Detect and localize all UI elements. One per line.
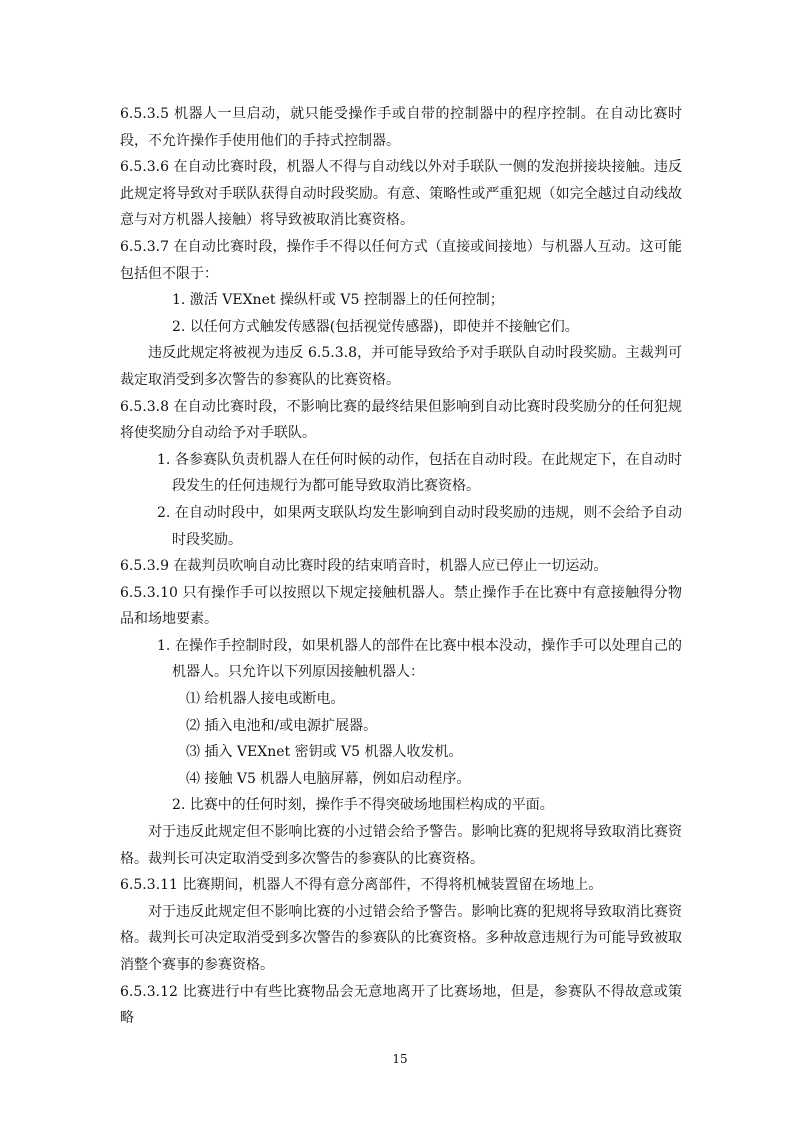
list-item: 2. 比赛中的任何时刻，操作手不得突破场地围栏构成的平面。 bbox=[172, 797, 554, 814]
rule-6-5-3-11: 6.5.3.11 比赛期间，机器人不得有意分离部件，不得将机械装置留在场地上。 bbox=[120, 877, 603, 894]
rule-6-5-3-7: 6.5.3.7 在自动比赛时段，操作手不得以任何方式（直接或间接地）与机器人互动。这可能包括但不限于： bbox=[120, 238, 682, 282]
body-text bbox=[120, 101, 682, 1032]
sub-list-item: ⑵ 插入电池和/或电源扩展器。 bbox=[186, 717, 378, 734]
rule-6-5-3-12: 6.5.3.12 比赛进行中有些比赛物品会无意地离开了比赛场地，但是，参赛队不得故意或策略 bbox=[120, 983, 682, 1027]
rule-6-5-3-5: 6.5.3.5 机器人一旦启动，就只能受操作手或自带的控制器中的程序控制。在自动比赛时段，不允许操作手使用他们的手持式控制器。 bbox=[120, 106, 682, 149]
rule-6-5-3-9: 6.5.3.9 在裁判员吹响自动比赛时段的结束哨音时，机器人应已停止一切运动。 bbox=[120, 558, 608, 575]
list-item: 1. 各参赛队负责机器人在任何时候的动作，包括在自动时段。在此规定下，在自动时段发生的任何违规行为都可能导致取消比赛资格。 bbox=[157, 451, 682, 495]
list-item: 2. 以任何方式触发传感器(包括视觉传感器)，即使并不接触它们。 bbox=[172, 318, 579, 335]
list-item: 2. 在自动时段中，如果两支联队均发生影响到自动时段奖励的违规，则不会给予自动时段奖励。 bbox=[157, 504, 682, 548]
sub-list-item: ⑷ 接触 V5 机器人电脑屏幕，例如启动程序。 bbox=[186, 770, 471, 787]
violation-note: 对于违反此规定但不影响比赛的小过错会给予警告。影响比赛的犯规将导致取消比赛资格。裁判长可决定取消受到多次警告的参赛队的比赛资格。多种故意违规行为可能导致被取消整个赛事的参赛资格。 bbox=[120, 903, 682, 973]
rule-6-5-3-8: 6.5.3.8 在自动比赛时段，不影响比赛的最终结果但影响到自动比赛时段奖励分的任何犯规将使奖励分自动给予对手联队。 bbox=[120, 398, 682, 442]
rule-6-5-3-10: 6.5.3.10 只有操作手可以按照以下规定接触机器人。禁止操作手在比赛中有意接触得分物品和场地要素。 bbox=[120, 584, 682, 628]
page-number: 15 bbox=[392, 1052, 408, 1066]
sub-list-item: ⑶ 插入 VEXnet 密钥或 V5 机器人收发机。 bbox=[186, 744, 463, 761]
violation-note: 对于违反此规定但不影响比赛的小过错会给予警告。影响比赛的犯规将导致取消比赛资格。裁判长可决定取消受到多次警告的参赛队的比赛资格。 bbox=[120, 824, 682, 867]
sub-list-item: ⑴ 给机器人接电或断电。 bbox=[186, 691, 345, 708]
list-item: 1. 激活 VEXnet 操纵杆或 V5 控制器上的任何控制； bbox=[172, 292, 504, 309]
rule-6-5-3-6: 6.5.3.6 在自动比赛时段，机器人不得与自动线以外对手联队一侧的发泡拼接块接触。违反此规定将导致对手联队获得自动时段奖励。有意、策略性或严重犯规（如完全越过自动线故意与对方机器人接触）将导致被取消比赛资格。 bbox=[120, 159, 682, 229]
violation-note: 违反此规定将被视为违反 6.5.3.8，并可能导致给予对手联队自动时段奖励。主裁判可裁定取消受到多次警告的参赛队的比赛资格。 bbox=[120, 345, 682, 388]
list-item: 1. 在操作手控制时段，如果机器人的部件在比赛中根本没动，操作手可以处理自己的机器人。只允许以下列原因接触机器人： bbox=[157, 637, 682, 681]
